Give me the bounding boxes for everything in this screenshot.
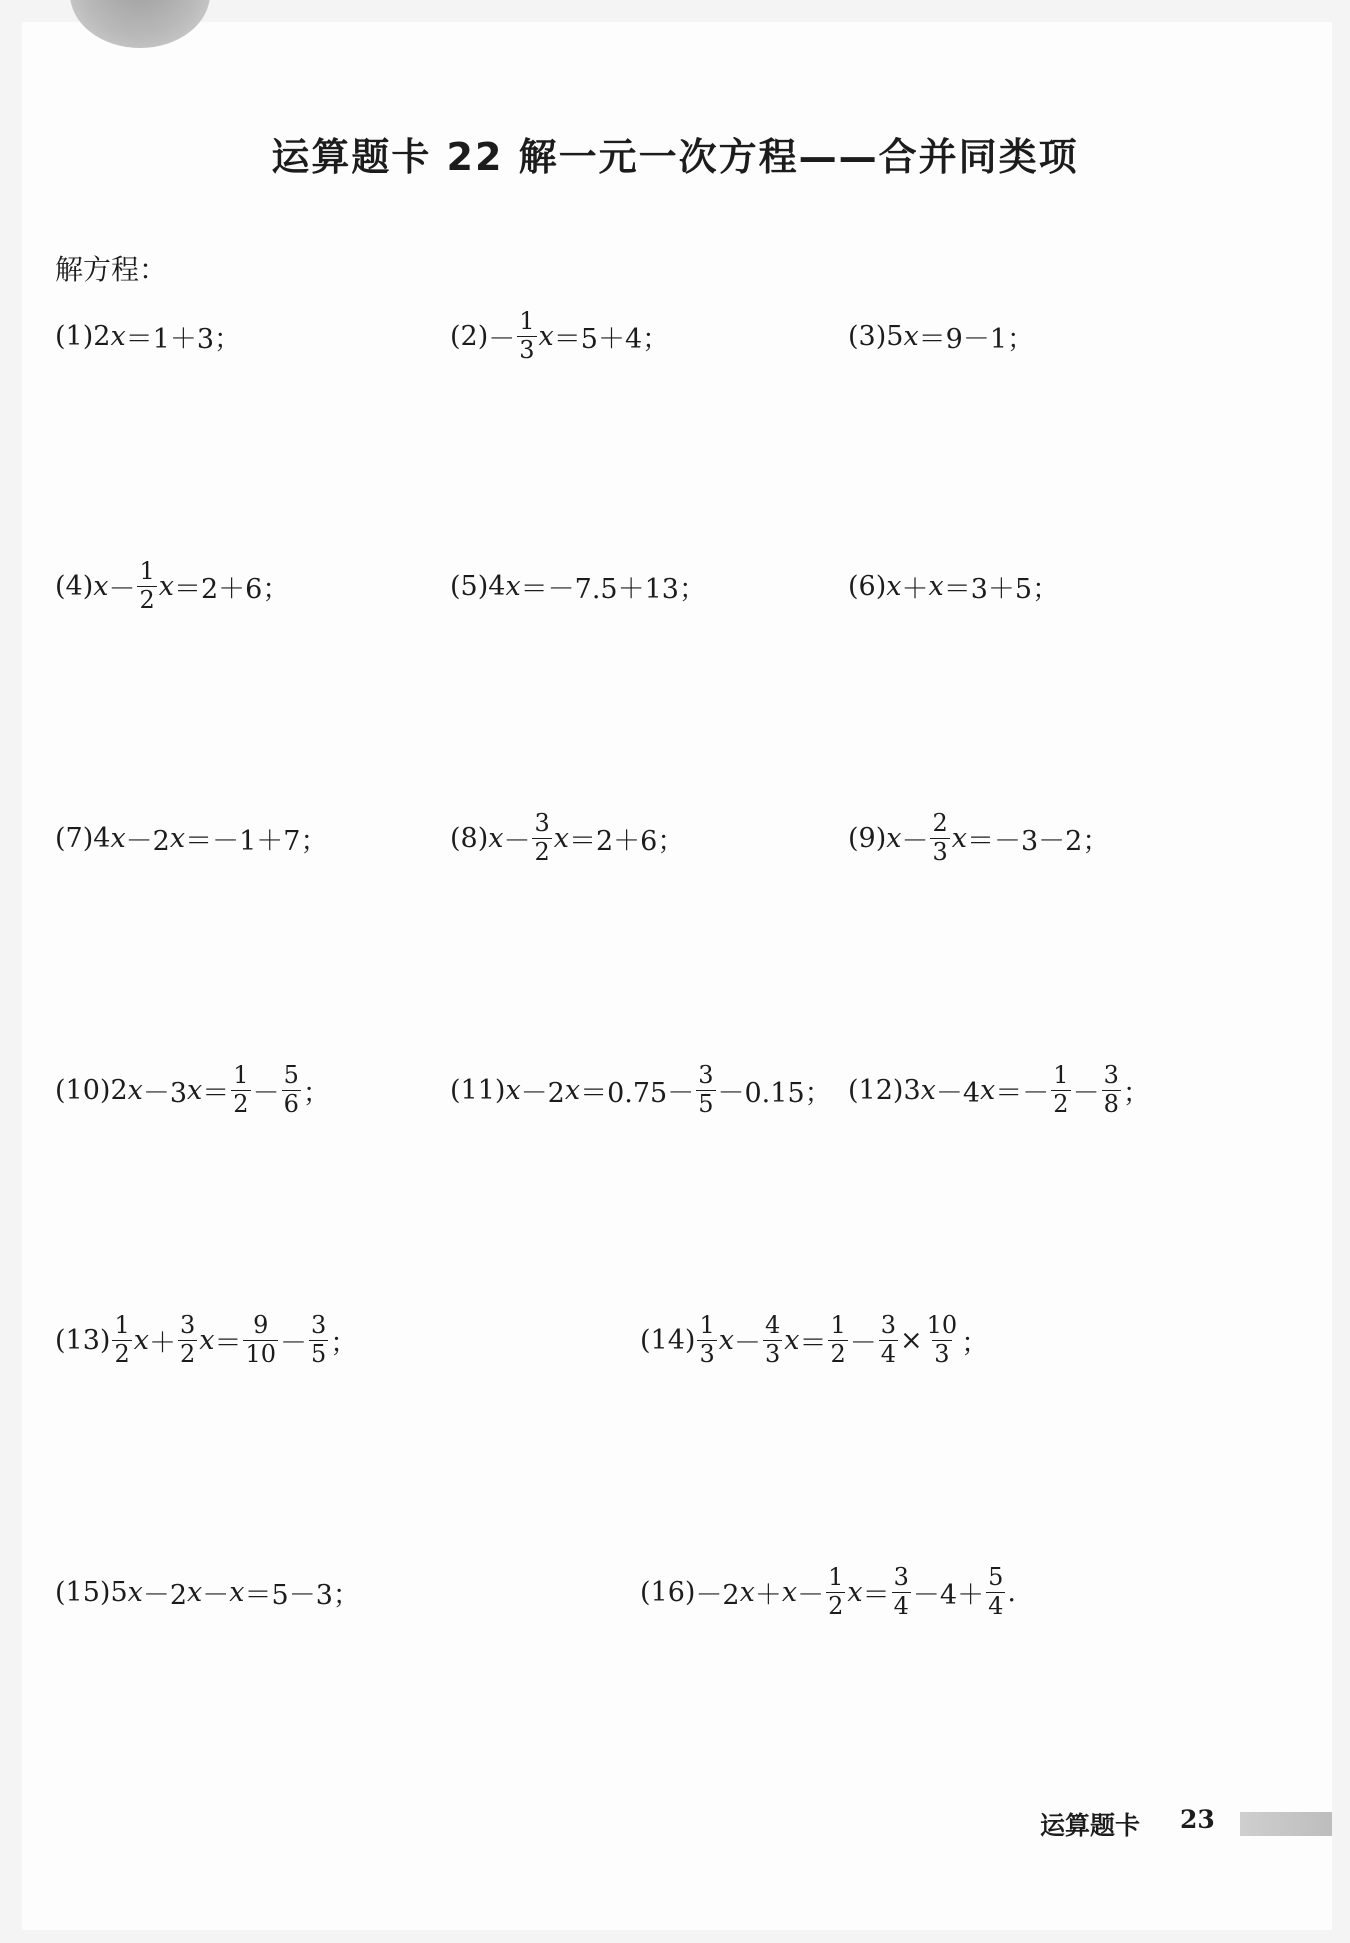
variable: x (199, 1324, 215, 1356)
numerator: 1 (233, 1061, 249, 1090)
fraction (282, 1063, 301, 1116)
expression-text: ＝ (202, 1077, 230, 1109)
expression-text: － (901, 825, 929, 857)
expression-text: × (900, 1324, 923, 1356)
denominator: 3 (764, 1339, 781, 1368)
numerator: 3 (698, 1061, 714, 1090)
problem-number: (6) (848, 570, 887, 602)
numerator: 3 (534, 809, 550, 838)
expression-text: ＝2＋6； (174, 573, 290, 605)
variable: x (920, 1074, 936, 1106)
variable: x (169, 822, 186, 854)
expression-text: －2 (695, 1579, 740, 1611)
denominator: 5 (698, 1089, 714, 1118)
expression-text: － (202, 1579, 230, 1611)
variable: x (110, 822, 126, 854)
variable: x (538, 320, 554, 352)
numerator: 1 (828, 1563, 844, 1592)
variable: x (903, 320, 919, 352)
denominator: 3 (932, 837, 948, 866)
problem-13 (55, 1300, 357, 1380)
numerator: 1 (139, 557, 155, 586)
problem-number: (9) (848, 822, 887, 854)
problem-16 (640, 1552, 1016, 1632)
denominator: 4 (880, 1339, 897, 1368)
expression-text: ； (961, 1327, 989, 1359)
denominator: 2 (534, 837, 550, 866)
expression-text: － (252, 1077, 280, 1109)
fraction (112, 1313, 131, 1366)
expression-text: 2 (93, 320, 111, 352)
variable: x (784, 1324, 800, 1356)
fraction (828, 1313, 847, 1366)
variable: x (488, 822, 504, 854)
expression-text: － (488, 323, 516, 355)
expression-text: － (280, 1327, 308, 1359)
denominator: 2 (233, 1089, 249, 1118)
problem-5 (450, 546, 706, 626)
numerator: 3 (880, 1311, 897, 1340)
problem-3 (848, 296, 1034, 376)
expression-text: ＋ (901, 573, 929, 605)
fraction (532, 811, 551, 864)
expression-text: －2 (125, 825, 170, 857)
numerator: 1 (519, 307, 535, 336)
numerator: 1 (699, 1311, 715, 1340)
problem-number: (16) (640, 1576, 696, 1608)
fraction (763, 1313, 782, 1366)
fraction (1051, 1063, 1070, 1116)
problem-number: (1) (55, 320, 94, 352)
numerator: 4 (764, 1311, 781, 1340)
expression-text: ＝－1＋7； (185, 825, 328, 857)
numerator: 2 (932, 809, 948, 838)
denominator: 3 (699, 1339, 715, 1368)
fraction (517, 309, 536, 362)
expression-text: 5 (886, 320, 904, 352)
variable: x (158, 570, 174, 602)
variable: x (93, 570, 109, 602)
variable: x (886, 822, 902, 854)
expression-text: －4 (935, 1077, 981, 1109)
numerator: 1 (1053, 1061, 1069, 1090)
expression-text: － (1072, 1077, 1100, 1109)
variable: x (110, 320, 126, 352)
variable: x (718, 1324, 734, 1356)
expression-text: ＝－7.5＋13； (520, 573, 706, 605)
variable: x (951, 822, 967, 854)
variable: x (886, 570, 902, 602)
problem-number: (4) (55, 570, 94, 602)
numerator: 3 (179, 1311, 196, 1340)
variable: x (229, 1576, 245, 1608)
denominator: 5 (311, 1339, 327, 1368)
problem-15 (55, 1552, 360, 1632)
numerator: 5 (988, 1563, 1004, 1592)
expression-text: ＝9－1； (918, 323, 1035, 355)
expression-text: －0.15； (717, 1077, 832, 1109)
problem-number: (8) (450, 822, 489, 854)
fraction (178, 1313, 197, 1366)
expression-text: ＋ (754, 1579, 782, 1611)
denominator: 2 (830, 1339, 846, 1368)
problem-number: (7) (55, 822, 94, 854)
problem-9 (848, 798, 1109, 878)
problem-number: (15) (55, 1576, 111, 1608)
expression-text: ＝1＋3； (125, 323, 242, 355)
expression-text: －2 (142, 1579, 188, 1611)
expression-text: ＝ (214, 1327, 242, 1359)
expression-text: ＝2＋6； (569, 825, 685, 857)
problem-number: (5) (450, 570, 489, 602)
fraction (309, 1313, 328, 1366)
numerator: 1 (114, 1311, 130, 1340)
expression-text: － (503, 825, 531, 857)
problem-number: (14) (640, 1324, 696, 1356)
expression-text: ＝－ (995, 1077, 1050, 1109)
problem-1 (55, 296, 241, 376)
variable: x (564, 1074, 581, 1106)
denominator: 2 (139, 585, 155, 614)
denominator: 10 (245, 1339, 277, 1368)
problem-14 (640, 1300, 988, 1380)
fraction (1102, 1063, 1121, 1116)
expression-text: 4 (93, 822, 111, 854)
expression-text: ＝－3－2； (967, 825, 1110, 857)
expression-text: －3 (142, 1077, 188, 1109)
variable: x (187, 1576, 203, 1608)
denominator: 2 (1053, 1089, 1069, 1118)
problem-number: (11) (450, 1074, 506, 1106)
expression-text: ； (1122, 1077, 1150, 1109)
variable: x (127, 1576, 143, 1608)
denominator: 2 (828, 1591, 844, 1620)
expression-text: ＝5＋4； (553, 323, 670, 355)
variable: x (505, 1074, 521, 1106)
instruction-text: 解方程： (55, 253, 168, 286)
fraction (697, 1313, 716, 1366)
expression-text: ； (302, 1077, 330, 1109)
numerator: 5 (283, 1061, 299, 1090)
fraction (826, 1565, 845, 1618)
fraction (137, 559, 156, 612)
numerator: 3 (893, 1563, 909, 1592)
expression-text: ＝ (862, 1579, 890, 1611)
fraction (879, 1313, 898, 1366)
variable: x (133, 1324, 149, 1356)
denominator: 2 (114, 1339, 130, 1368)
problem-7 (55, 798, 327, 878)
page-number: 23 (1180, 1805, 1215, 1834)
expression-text: － (797, 1579, 825, 1611)
expression-text: － (849, 1327, 877, 1359)
numerator: 3 (1103, 1061, 1119, 1090)
denominator: 8 (1103, 1089, 1119, 1118)
footer-decoration-bar (1240, 1812, 1332, 1836)
expression-text: . (1007, 1576, 1016, 1608)
fraction (231, 1063, 250, 1116)
expression-text: 5 (110, 1576, 128, 1608)
fraction (925, 1313, 960, 1366)
expression-text: ＝3＋5； (943, 573, 1060, 605)
variable: x (505, 570, 521, 602)
variable: x (781, 1576, 798, 1608)
variable: x (187, 1074, 203, 1106)
problem-number: (13) (55, 1324, 111, 1356)
expression-text: 3 (903, 1074, 921, 1106)
expression-text: ＝5－3； (244, 1579, 360, 1611)
numerator: 1 (830, 1311, 846, 1340)
fraction (892, 1565, 911, 1618)
variable: x (847, 1576, 863, 1608)
denominator: 3 (519, 335, 535, 364)
expression-text: － (108, 573, 136, 605)
variable: x (553, 822, 569, 854)
expression-text: －2 (520, 1077, 565, 1109)
expression-text: 4 (488, 570, 506, 602)
variable: x (928, 570, 944, 602)
problem-number: (3) (848, 320, 887, 352)
numerator: 3 (311, 1311, 327, 1340)
fraction (243, 1313, 278, 1366)
variable: x (739, 1576, 755, 1608)
expression-text: ＝0.75－ (580, 1077, 695, 1109)
numerator: 10 (926, 1311, 958, 1340)
problem-number: (10) (55, 1074, 111, 1106)
fraction (696, 1063, 715, 1116)
variable: x (127, 1074, 143, 1106)
denominator: 4 (893, 1591, 909, 1620)
expression-text: 2 (110, 1074, 128, 1106)
problem-number: (2) (450, 320, 489, 352)
expression-text: ； (330, 1327, 358, 1359)
denominator: 3 (934, 1339, 950, 1368)
problem-11 (450, 1050, 832, 1130)
expression-text: － (733, 1327, 761, 1359)
problem-8 (450, 798, 684, 878)
problem-10 (55, 1050, 330, 1130)
fraction (930, 811, 949, 864)
denominator: 6 (283, 1089, 299, 1118)
problem-number: (12) (848, 1074, 904, 1106)
expression-text: ＋ (148, 1327, 176, 1359)
problem-6 (848, 546, 1059, 626)
fraction (986, 1565, 1005, 1618)
variable: x (980, 1074, 996, 1106)
problem-4 (55, 546, 289, 626)
denominator: 2 (179, 1339, 196, 1368)
denominator: 4 (988, 1591, 1004, 1620)
expression-text: ＝ (799, 1327, 827, 1359)
problem-12 (848, 1050, 1150, 1130)
footer-label: 运算题卡 (1040, 1811, 1141, 1840)
page-title: 运算题卡 22 解一元一次方程——合并同类项 (271, 135, 1079, 179)
numerator: 9 (253, 1311, 269, 1340)
problem-2 (450, 296, 669, 376)
expression-text: －4＋ (912, 1579, 985, 1611)
